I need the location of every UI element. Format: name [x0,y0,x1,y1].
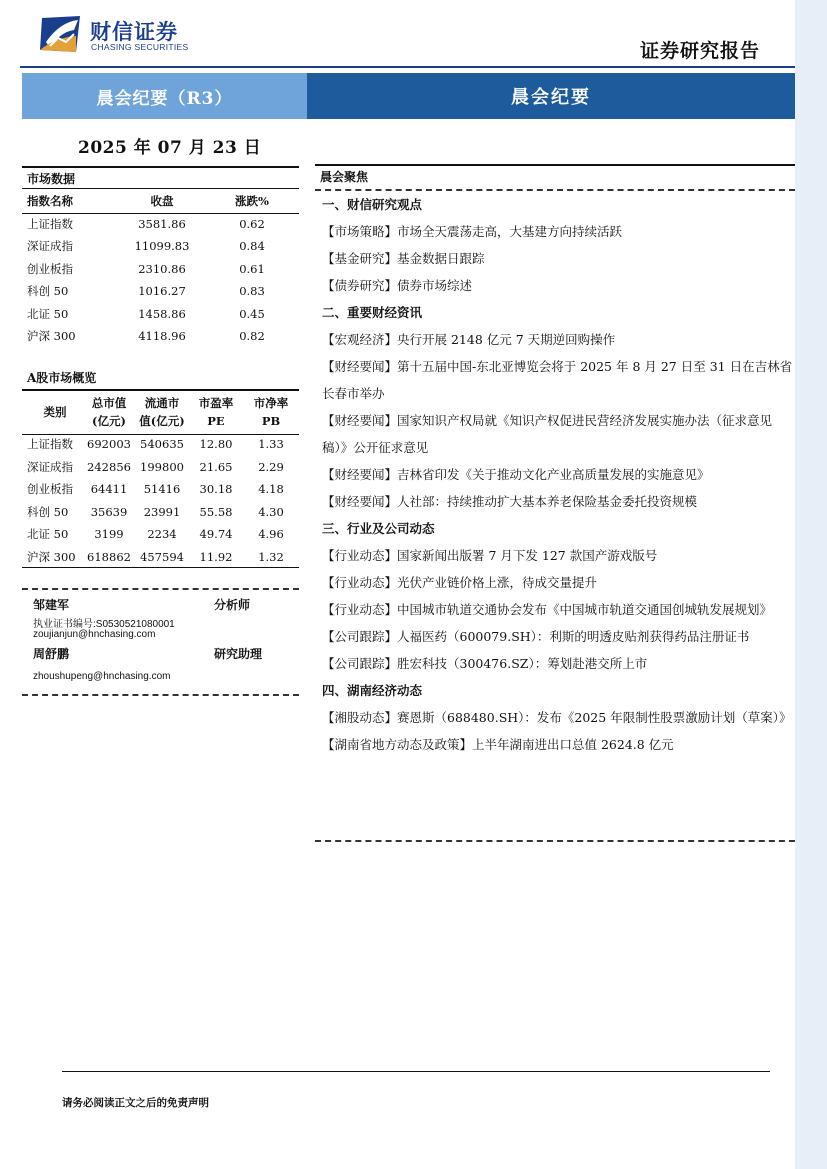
a-share-table [27,391,299,568]
news-item[interactable]: 【湖南省地方动态及政策】上半年湖南进出口总值 2624.8 亿元 [322,737,674,752]
a-share-title: A股市场概览 [27,371,97,385]
band-title-right: 晨会纪要 [307,73,795,119]
cell: 1.32 [258,549,284,564]
table-row [27,433,299,456]
band-title-left: 晨会纪要（R3） [22,73,307,119]
cell: 0.62 [239,216,265,231]
cell: 4.30 [258,504,284,519]
brand-name-cn: 财信证券 [90,20,178,44]
rule [22,166,299,168]
table-header-row [27,391,299,433]
cell: 2234 [147,527,177,542]
cell: 2.29 [258,459,284,474]
cell: 1.33 [258,437,284,452]
header-text: PE [207,414,225,428]
news-item[interactable]: 【财经要闻】吉林省印发《关于推动文化产业高质量发展的实施意见》 [322,467,710,482]
cell: 55.58 [199,504,233,519]
cell: 上证指数 [27,437,73,452]
header-cell [243,391,299,433]
cell: 4118.96 [138,329,186,344]
cell: 49.74 [199,527,233,542]
analyst-email[interactable]: zhoushupeng@hnchasing.com [33,671,171,682]
news-item[interactable]: 【宏观经济】央行开展 2148 亿元 7 天期逆回购操作 [322,332,616,347]
footer-rule [62,1071,770,1072]
table-row [27,213,297,236]
cell: 692003 [87,437,131,452]
cell: 北证 50 [27,306,69,321]
news-item[interactable]: 【财经要闻】国家知识产权局就《知识产权促进民营经济发展实施办法（征求意见稿）》公开征求意见 [322,413,773,455]
brand-name-en: CHASING SECURITIES [91,42,189,52]
cell: 4.18 [258,482,284,497]
table-row [27,501,299,524]
analyst-role: 研究助理 [214,647,263,661]
header-cell [83,391,135,433]
news-item[interactable]: 【公司跟踪】人福医药（600079.SH）：利斯的明透皮贴剂获得药品注册证书 [322,629,750,644]
cell: 创业板指 [27,482,73,497]
header-text: PB [261,414,281,428]
news-item[interactable]: 【公司跟踪】胜宏科技（300476.SZ）：筹划赴港交所上市 [322,656,648,671]
chasing-logo-icon [36,12,84,56]
table-row [27,478,299,501]
focus-content [322,191,794,758]
cell: 35639 [90,504,128,519]
header-text: 市盈率 [198,396,234,410]
cell: 11099.83 [134,239,190,254]
cell: 21.65 [199,459,233,474]
cell: 11.92 [199,549,233,564]
news-item[interactable]: 【债券研究】债券市场综述 [322,278,473,293]
rule [315,164,795,166]
rule [22,567,299,568]
cell: 2310.86 [138,261,186,276]
news-item[interactable]: 【行业动态】光伏产业链价格上涨，待成交量提升 [322,575,598,590]
analyst-name: 周舒鹏 [33,647,70,661]
cell: 沪深 300 [27,549,76,564]
header-cell: 指数名称 [27,194,73,209]
table-row [27,523,299,546]
cell: 0.82 [239,329,265,344]
news-item[interactable]: 【行业动态】中国城市轨道交通协会发布《中国城市轨道交通国创城轨发展规划》 [322,602,773,617]
cell: 0.84 [239,239,265,254]
cell: 30.18 [199,482,233,497]
section-heading: 一、财信研究观点 [322,197,423,212]
header-text: 流通市 [144,396,180,410]
cell: 科创 50 [27,504,69,519]
table-row [27,258,297,281]
section-heading: 四、湖南经济动态 [322,683,423,698]
header-text: 类别 [43,405,67,419]
table-row [27,456,299,479]
news-item[interactable]: 【基金研究】基金数据日跟踪 [322,251,485,266]
header-cell [189,391,243,433]
news-item[interactable]: 【湘股动态】赛恩斯（688480.SH）：发布《2025 年限制性股票激励计划（草案）》 [322,710,792,725]
cell: 沪深 300 [27,329,76,344]
table-row [27,235,297,258]
section-heading: 二、重要财经资讯 [322,305,423,320]
header-text: 市净率 [253,396,289,410]
rule [22,213,299,214]
cell: 上证指数 [27,216,73,231]
rule [22,434,299,435]
dashed-rule [315,840,795,842]
header-text: 总市值 [91,396,127,410]
news-item[interactable]: 【财经要闻】人社部：持续推动扩大基本养老保险基金委托投资规模 [322,494,698,509]
cell: 12.80 [199,437,233,452]
cell: 0.61 [239,261,265,276]
header-text: 值(亿元) [139,414,185,428]
cell: 23991 [143,504,181,519]
header-cell [135,391,189,433]
news-item[interactable]: 【市场策略】市场全天震荡走高，大基建方向持续活跃 [322,224,623,239]
cell: 0.83 [239,284,265,299]
cell: 3581.86 [138,216,186,231]
header-cell: 收盘 [150,194,174,209]
cell: 1016.27 [138,284,186,299]
report-type: 证券研究报告 [640,40,761,62]
table-row [27,280,297,303]
cell: 深证成指 [27,459,73,474]
cell: 199800 [140,459,184,474]
analyst-email[interactable]: zoujianjun@hnchasing.com [33,629,156,640]
section-heading: 三、行业及公司动态 [322,521,435,536]
table-row [27,546,299,569]
disclaimer-notice: 请务必阅读正文之后的免责声明 [62,1097,209,1109]
report-date: 2025 年 07 月 23 日 [78,138,262,158]
market-data-title: 市场数据 [27,172,76,186]
cell: 北证 50 [27,527,69,542]
analyst-name: 邹建军 [33,598,70,612]
cell: 540635 [140,437,184,452]
dashed-rule [22,588,299,590]
cell: 4.96 [258,527,284,542]
side-strip [795,0,827,1169]
cell: 64411 [90,482,128,497]
cell: 457594 [140,549,184,564]
header-text: (亿元) [92,414,126,428]
news-item[interactable]: 【财经要闻】第十五届中国-东北亚博览会将于 2025 年 8 月 27 日至 31 日在吉林省长春市举办 [322,359,793,401]
cell: 科创 50 [27,284,69,299]
cell: 深证成指 [27,239,73,254]
cell: 242856 [87,459,131,474]
analyst-role: 分析师 [214,598,251,612]
cell: 1458.86 [138,306,186,321]
analyst-cert: 执业证书编号:S0530521080001 [33,619,175,630]
focus-title: 晨会聚焦 [320,170,369,184]
rule [22,188,299,189]
news-item[interactable]: 【行业动态】国家新闻出版署 7 月下发 127 款国产游戏版号 [322,548,658,563]
table-row [27,325,297,348]
dashed-rule [22,694,299,696]
table-header-row [27,190,297,213]
cell: 3199 [94,527,124,542]
cell: 创业板指 [27,261,73,276]
cell: 618862 [87,549,131,564]
cell: 0.45 [239,306,265,321]
table-row [27,303,297,326]
header-cell [27,391,83,433]
header-rule [20,66,795,68]
header-cell: 涨跌% [235,194,269,209]
cell: 51416 [143,482,181,497]
